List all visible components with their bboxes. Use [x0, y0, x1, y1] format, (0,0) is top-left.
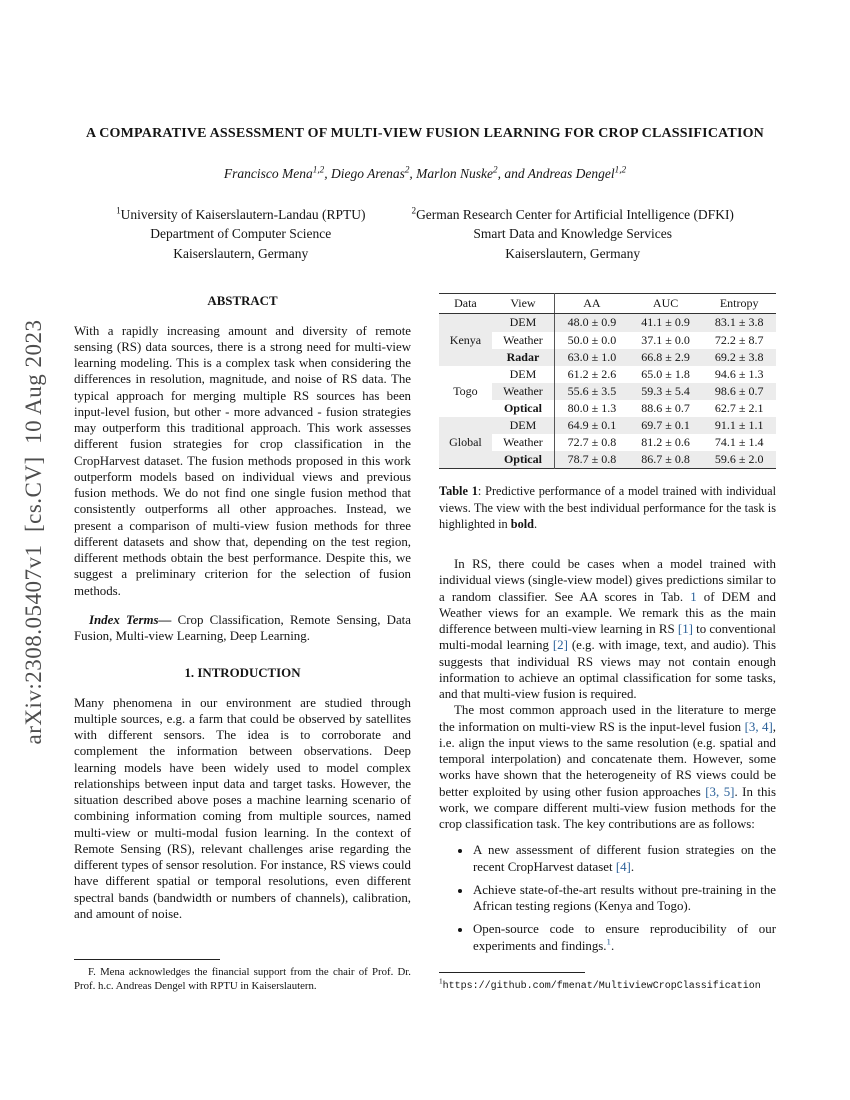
text-segment: Index Terms—	[89, 612, 172, 627]
footnote-right-text	[439, 978, 776, 993]
results-table	[439, 293, 776, 469]
text-segment: , i.e. align the input views to the same resolution (e.g. spatial and temporal interpolation) and concatenate them. However, some works have shown that the heterogeneity of RS views could be better exploited by using other fusion approaches	[439, 719, 776, 799]
table-region-cell: Togo	[453, 383, 478, 398]
introduction-text: Many phenomena in our environment are studied through multiple sources, e.g. a farm that could be observed by satellites with different sensors. The idea is to corroborate and complement the information between observations. Deep learning models have been widely used to model complex relationships between input data and target tasks. However, the situation described above poses a machine learning scenario of combining information coming from multiple sources, named multi-view or multi-modal fusion learning. In the context of Remote Sensing (RS), relevant challenges arise regarding the different types of sensor resolution. For instance, RS views could have different spatial or temporal resolutions, even different spectral bands (bandwidth or numbers of channels), calibration, and amount of noise.	[74, 695, 411, 921]
table-value-cell: 72.2 ± 8.7	[714, 332, 764, 347]
left-column	[74, 293, 411, 993]
table-value-cell: 66.8 ± 2.9	[641, 349, 690, 364]
table-view-cell: Optical	[503, 452, 542, 467]
table-caption	[439, 483, 776, 532]
text-segment: , Marlon Nuske	[409, 165, 494, 181]
url-link[interactable]: https://github.com/fmenat/MultiviewCropClassification	[442, 981, 761, 993]
text-segment: Achieve state-of-the-art results without pre-training in the African testing regions (Kenya and Togo).	[473, 882, 776, 914]
table-value-cell: 59.3 ± 5.4	[641, 383, 690, 398]
citation-link[interactable]: [4]	[615, 859, 631, 874]
text-segment: 2	[411, 205, 417, 216]
text-segment: Open-source code to ensure reproducibility of our experiments and findings.	[473, 922, 776, 953]
text-segment: 2	[493, 164, 498, 175]
table-value-cell: 98.6 ± 0.7	[714, 383, 764, 398]
table-value-cell: 48.0 ± 0.9	[555, 314, 629, 332]
index-terms	[74, 612, 411, 645]
table-value-cell: 59.6 ± 2.0	[714, 452, 764, 467]
table-row	[439, 417, 776, 434]
two-column-body	[0, 293, 850, 993]
table-view-cell: Weather	[503, 435, 543, 450]
paragraph-single-view	[439, 556, 776, 702]
col-header-aa: AA	[555, 294, 629, 314]
table-value-cell: 78.7 ± 0.8	[555, 451, 629, 469]
text-segment: 1	[116, 205, 121, 216]
text-segment: : Predictive performance of a model trained with individual views. The view with the best individual performance for the task is highlighted in	[439, 484, 776, 531]
text-segment: The most common approach used in the literature to merge the information on multi-view RS is the input-level fusion	[439, 703, 776, 734]
text-segment: 2	[404, 164, 410, 175]
table-value-cell: 62.7 ± 2.1	[714, 400, 764, 415]
paper-title: A COMPARATIVE ASSESSMENT OF MULTI-VIEW FUSION LEARNING FOR CROP CLASSIFICATION	[86, 126, 764, 141]
text-segment: A new assessment of different fusion strategies on the recent CropHarvest dataset	[473, 843, 776, 874]
text-segment: .	[630, 859, 635, 874]
arxiv-watermark: arXiv:2308.05407v1 [cs.CV] 10 Aug 2023	[21, 319, 46, 745]
reference-link[interactable]: 1	[690, 589, 697, 604]
text-segment: (e.g. with image, text, and audio). This suggests that individual RS views may not contain enough information to achieve an optimal classification for some tasks, and that multi-view fusion is required.	[439, 638, 776, 702]
col-header-view: View	[492, 294, 555, 314]
col-header-data: Data	[439, 294, 492, 314]
text-segment: .	[610, 938, 615, 953]
text-segment: . In this work, we compare different multi-view fusion methods for the crop classification task. The key contributions are as follows:	[439, 784, 776, 832]
affiliation-name	[411, 205, 733, 225]
table-value-cell: 61.2 ± 2.6	[555, 366, 629, 383]
table-value-cell: 86.7 ± 0.8	[641, 452, 690, 467]
introduction-heading: 1. INTRODUCTION	[184, 666, 301, 681]
text-segment: In RS, there could be cases when a model trained with individual views (single-view model) gives predictions similar to a random classifier. See AA scores in Tab.	[439, 557, 776, 604]
text-segment: .	[533, 516, 538, 531]
table-value-cell: 83.1 ± 3.8	[714, 315, 764, 330]
results-table-body	[439, 314, 776, 469]
footnote-right	[439, 972, 776, 993]
col-header-entropy: Entropy	[702, 294, 776, 314]
table-value-cell: 63.0 ± 1.0	[555, 349, 629, 366]
table-view-cell: DEM	[509, 315, 537, 330]
citation-link[interactable]: [2]	[552, 638, 568, 653]
table-value-cell: 64.9 ± 0.1	[555, 417, 629, 434]
table-value-cell: 88.6 ± 0.7	[641, 400, 690, 415]
table-value-cell: 80.0 ± 1.3	[555, 400, 629, 417]
contribution-item	[472, 842, 776, 875]
text-segment: to conventional multi-modal learning	[439, 622, 776, 653]
table-header-row	[439, 294, 776, 314]
abstract-heading: ABSTRACT	[207, 294, 278, 309]
table-value-cell: 91.1 ± 1.1	[714, 418, 764, 433]
text-segment: University of Kaiserslautern-Landau (RPTU)	[120, 206, 366, 222]
table-value-cell: 69.2 ± 3.8	[714, 349, 764, 364]
table-value-cell: 81.2 ± 0.6	[641, 435, 690, 450]
table-row	[439, 366, 776, 383]
table-value-cell: 41.1 ± 0.9	[641, 315, 690, 330]
paragraph-fusion	[439, 702, 776, 832]
affiliation-city: Kaiserslautern, Germany	[505, 245, 641, 261]
text-segment: Table 1	[439, 484, 478, 499]
citation-link[interactable]: [3, 5]	[705, 784, 735, 799]
table-view-cell: Weather	[503, 383, 543, 398]
table-view-cell: DEM	[509, 366, 537, 381]
table-region-cell: Kenya	[449, 332, 482, 347]
affiliations	[0, 205, 850, 264]
text-segment: of DEM and Weather views for an example. We remark this as the main difference between multi-view learning in RS	[439, 589, 776, 637]
text-segment: German Research Center for Artificial Intelligence (DFKI)	[416, 206, 734, 222]
footnote-separator	[439, 972, 585, 973]
table-value-cell: 65.0 ± 1.8	[641, 366, 690, 381]
contributions-list	[439, 842, 776, 961]
contribution-item	[472, 921, 776, 954]
footnote-left-text: F. Mena acknowledges the financial support from the chair of Prof. Dr. Prof. h.c. Andreas Dengel with RPTU in Kaiserslautern.	[74, 966, 411, 993]
text-segment: bold	[510, 516, 534, 531]
table-value-cell: 55.6 ± 3.5	[555, 383, 629, 400]
table-value-cell: 37.1 ± 0.0	[641, 332, 690, 347]
citation-link[interactable]: [3, 4]	[744, 719, 773, 734]
affiliation-name	[116, 205, 365, 225]
affiliation-dept: Smart Data and Knowledge Services	[473, 226, 673, 242]
contribution-item	[472, 882, 776, 915]
footnote-marker-link[interactable]: 1	[606, 936, 611, 947]
table-value-cell: 74.1 ± 1.4	[714, 435, 764, 450]
table-view-cell: Radar	[506, 349, 540, 364]
table-value-cell: 72.7 ± 0.8	[555, 434, 629, 451]
authors-line	[0, 166, 850, 182]
table-head	[439, 294, 776, 314]
table-value-cell: 69.7 ± 0.1	[641, 418, 690, 433]
text-segment: 1,2	[312, 164, 325, 175]
text-segment: 1,2	[614, 164, 627, 175]
text-segment: Crop Classification, Remote Sensing, Data Fusion, Multi-view Learning, Deep Learning.	[74, 612, 411, 644]
affiliation-city: Kaiserslautern, Germany	[173, 245, 309, 261]
right-column	[439, 293, 776, 993]
col-header-auc: AUC	[629, 294, 703, 314]
paper-header	[0, 0, 850, 263]
footnote-left	[74, 959, 411, 993]
footnote-separator	[74, 959, 220, 960]
citation-link[interactable]: [1]	[677, 622, 693, 637]
table-view-cell: Optical	[503, 400, 542, 415]
text-segment: Francisco Mena	[223, 165, 313, 181]
table-view-cell: Weather	[503, 332, 543, 347]
table-region-cell: Global	[449, 435, 482, 450]
text-segment: , and Andreas Dengel	[497, 165, 615, 181]
abstract-text: With a rapidly increasing amount and diversity of remote sensing (RS) data sources, there is a strong need for multi-view learning modeling. This is a complex task when considering the differences in resolution, magnitude, and noise of RS data. The typical approach for merging multiple RS sources has been input-level fusion, but other - more advanced - fusion strategies may outperform this traditional approach. This work assesses different fusion strategies for crop classification in the CropHarvest dataset. The fusion methods proposed in this work outperform models based on individual views and previous fusion methods. We do not find one single fusion method that consistently outperforms all other approaches. Instead, we present a comparison of multi-view fusion methods for three different datasets and show that, depending on the test region, different methods obtain the best performance. Despite this, we suggest a preliminary criterion for the selection of fusion methods.	[74, 323, 411, 598]
table-view-cell: DEM	[509, 418, 537, 433]
text-segment: , Diego Arenas	[324, 165, 405, 181]
table-value-cell: 50.0 ± 0.0	[555, 332, 629, 349]
affiliation-rptu	[116, 205, 365, 264]
affiliation-dfki	[411, 205, 733, 264]
text-segment: 1	[439, 976, 443, 986]
affiliation-dept: Department of Computer Science	[150, 226, 332, 242]
table-row	[439, 314, 776, 332]
table-value-cell: 94.6 ± 1.3	[714, 366, 764, 381]
